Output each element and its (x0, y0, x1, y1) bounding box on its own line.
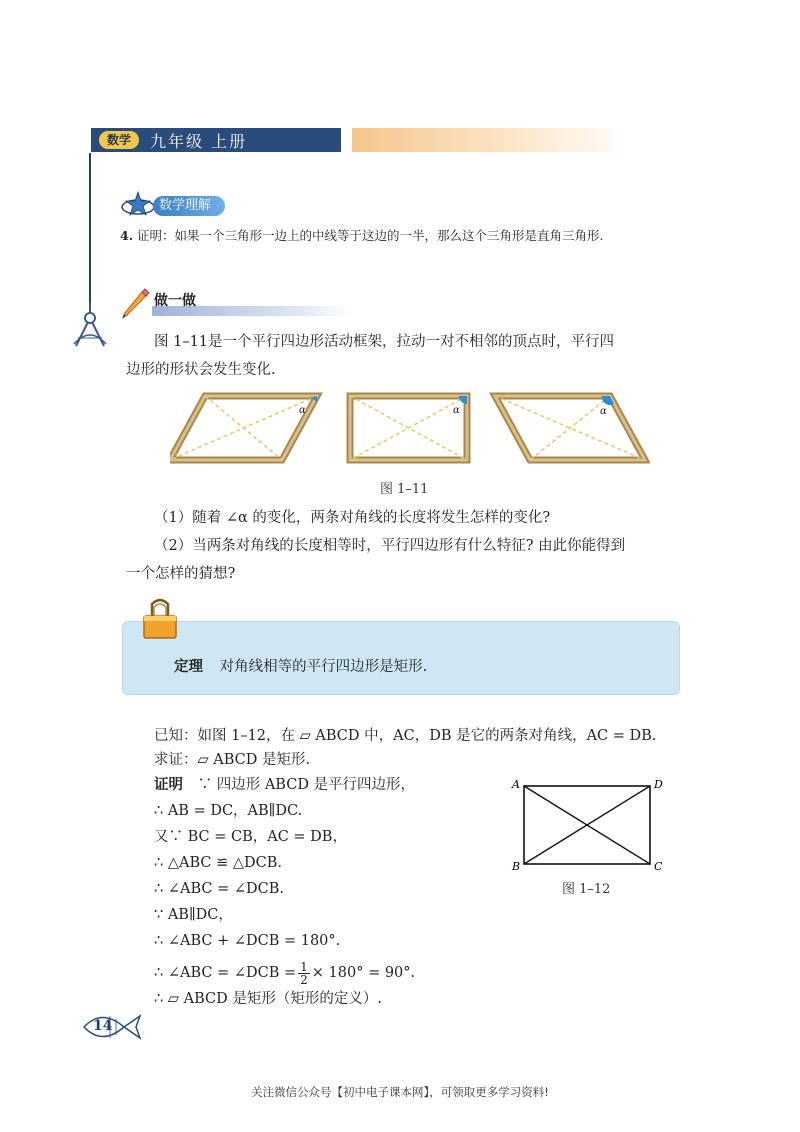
proof-step-6: ∵ AB∥DC， (154, 907, 233, 923)
activity-line-1: 图 1–11是一个平行四边形活动框架，拉动一对不相邻的顶点时，平行四 (154, 334, 615, 350)
pencil-icon (120, 286, 152, 320)
exercise-4 (120, 226, 604, 244)
binder-clip-icon (140, 598, 180, 640)
proof-step-9: ∴ ▱ ABCD 是矩形（矩形的定义）. (154, 991, 382, 1007)
proof-given: 已知：如图 1–12，在 ▱ ABCD 中，AC，DB 是它的两条对角线，AC = DB. (154, 728, 657, 744)
frame-parallelogram-left (170, 396, 317, 460)
page-number: 14 (93, 1018, 113, 1034)
proof-step-1-text: ∵ 四边形 ABCD 是平行四边形， (197, 777, 416, 793)
vertex-d-label: D (654, 778, 663, 791)
proof-step-4: ∴ △ABC ≌ △DCB. (154, 855, 282, 871)
proof-to-prove: 求证：▱ ABCD 是矩形. (154, 752, 311, 768)
proof-steps (154, 772, 415, 1012)
vertex-b-label: B (512, 860, 521, 873)
proof-step-2: ∴ AB = DC，AB∥DC. (154, 803, 303, 819)
fraction-denominator: 2 (300, 972, 308, 987)
exercise-text: 证明：如果一个三角形一边上的中线等于这边的一半，那么这个三角形是直角三角形. (137, 228, 604, 243)
figure-1-11-caption: 图 1–11 (380, 482, 429, 497)
proof-step-8-post: × 180° = 90°. (311, 965, 416, 981)
proof-step-5: ∴ ∠ABC = ∠DCB. (154, 881, 284, 897)
proof-step-8 (154, 960, 415, 986)
theorem-label: 定理 (174, 659, 203, 675)
activity-title: 做一做 (154, 293, 196, 309)
proof-step-8-pre: ∴ ∠ABC = ∠DCB = (154, 965, 297, 981)
margin-rule (89, 153, 91, 303)
figure-1-11 (170, 390, 650, 470)
angle-alpha-label-3: α (600, 406, 607, 417)
theorem-text: 对角线相等的平行四边形是矩形. (219, 659, 428, 675)
theorem (174, 655, 427, 676)
section-tag: 数学理解 (153, 196, 225, 216)
exercise-number: 4. (120, 228, 134, 243)
figure-1-12 (510, 776, 670, 876)
star-orbit-icon (120, 190, 156, 220)
vertex-c-label: C (654, 860, 663, 873)
subject-badge: 数学 (99, 131, 139, 149)
grade-title: 九年级 上册 (150, 132, 248, 151)
frame-parallelogram-right (495, 396, 645, 460)
question-2-line-2: 一个怎样的猜想? (126, 566, 236, 582)
frame-rectangle-middle (350, 396, 467, 460)
proof-step-7: ∴ ∠ABC + ∠DCB = 180°. (154, 933, 341, 949)
fraction-half (298, 961, 310, 986)
question-1: （1）随着 ∠α 的变化，两条对角线的长度将发生怎样的变化? (154, 510, 551, 526)
vertex-a-label: A (512, 778, 520, 791)
compass-icon (70, 300, 110, 348)
angle-alpha-label-2: α (453, 405, 460, 416)
proof-step-1 (154, 772, 415, 798)
proof-step-3: 又∵ BC = CB，AC = DB， (154, 829, 347, 845)
header-gradient (352, 128, 612, 152)
activity-line-2: 边形的形状会发生变化. (126, 362, 276, 378)
proof-label: 证明 (154, 777, 183, 793)
fraction-numerator: 1 (300, 959, 308, 974)
question-2-line-1: （2）当两条对角线的长度相等时，平行四边形有什么特征? 由此你能得到 (154, 538, 626, 554)
angle-alpha-label-1: α (299, 405, 306, 416)
figure-1-12-caption: 图 1–12 (562, 882, 611, 897)
activity-paragraph (126, 328, 714, 384)
footer-notice: 关注微信公众号【初中电子课本网】，可领取更多学习资料! (251, 1085, 549, 1099)
activity-questions (126, 504, 714, 588)
